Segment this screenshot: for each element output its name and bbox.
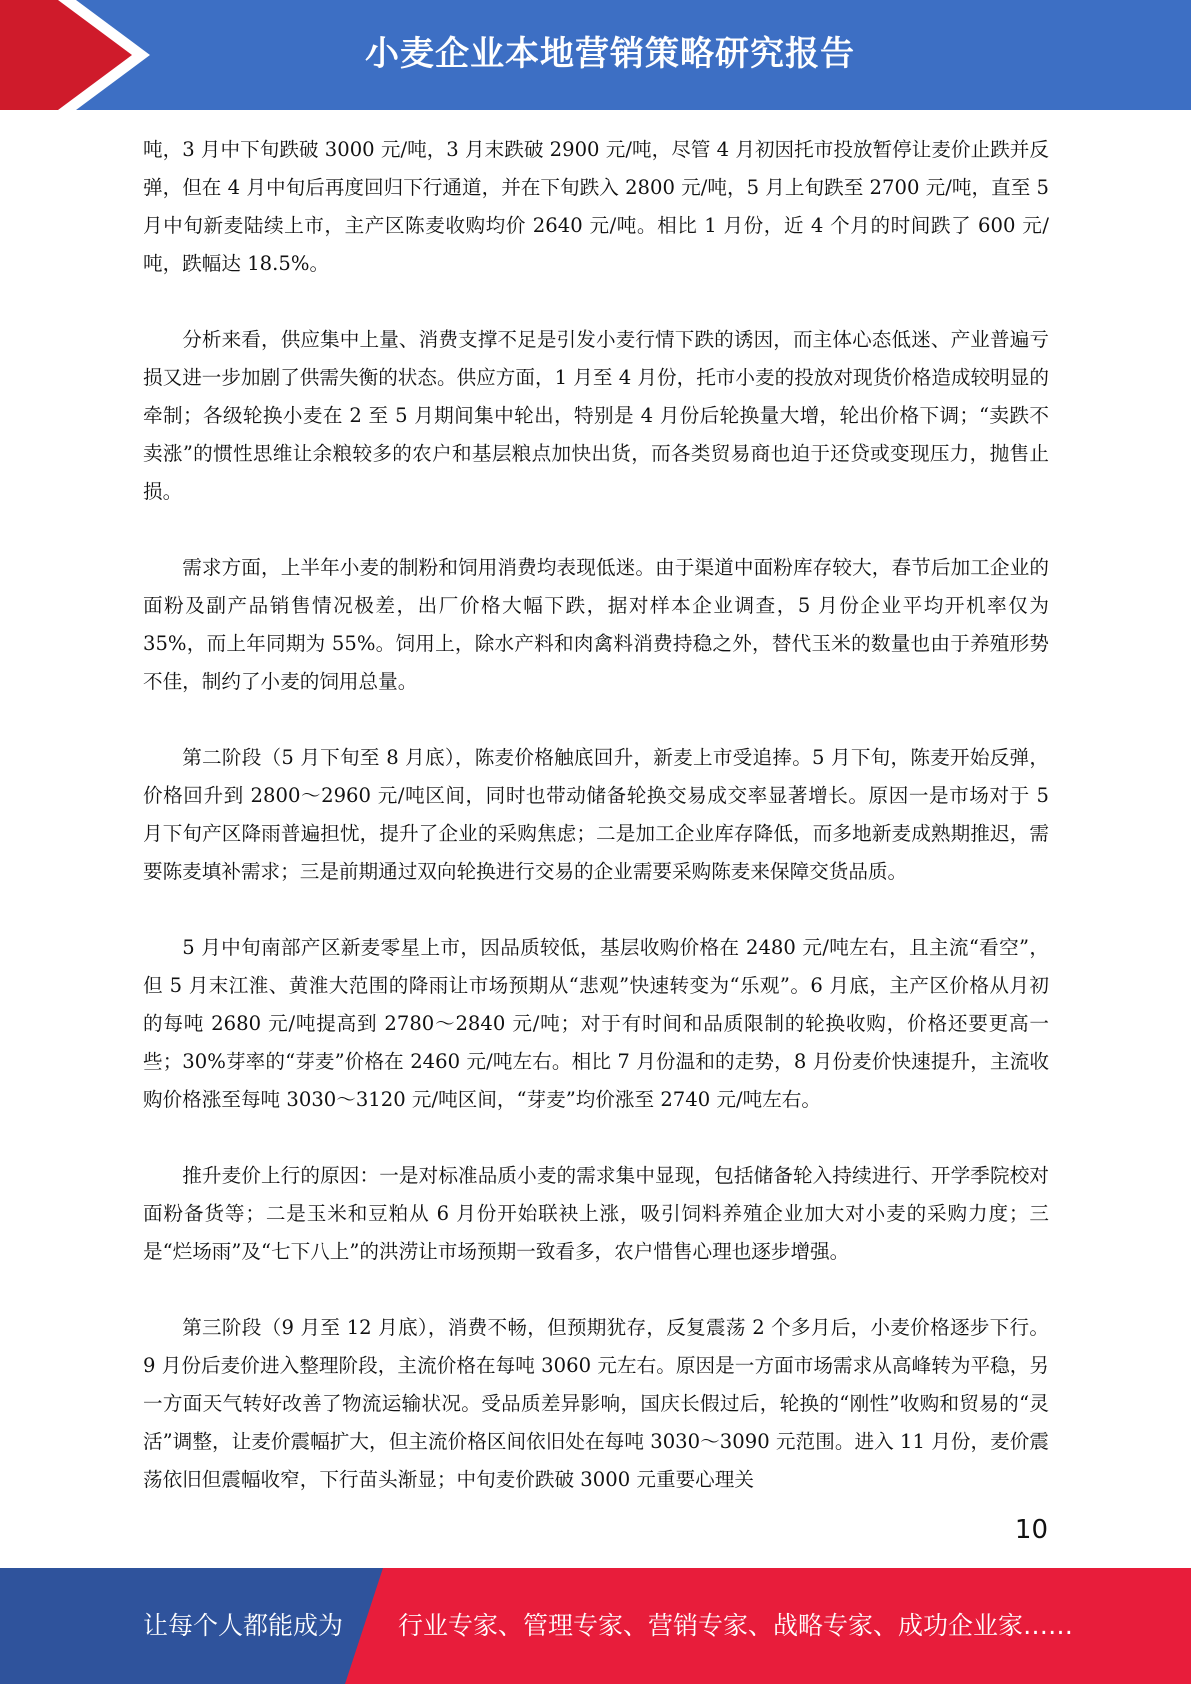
page-footer — [0, 1568, 1191, 1684]
paragraph-demand: 需求方面，上半年小麦的制粉和饲用消费均表现低迷。由于渠道中面粉库存较大，春节后加工企业的面粉及副产品销售情况极差，出厂价格大幅下跌，据对样本企业调查，5 月份企业平均开机率仅为 35%，而上年同期为 55%。饲用上，除水产料和肉禽料消费持稳之外，替代玉米的数量也由于养殖形势不佳，制约了小麦的饲用总量。 — [143, 556, 1049, 693]
report-body — [143, 131, 1049, 1537]
red-chevron-shape — [0, 0, 148, 110]
paragraph-stage-three: 第三阶段（9 月至 12 月底），消费不畅，但预期犹存，反复震荡 2 个多月后，小麦价格逐步下行。9 月份后麦价进入整理阶段，主流价格在每吨 3060 元左右。原因是一方面市场需求从高峰转为平稳，另一方面天气转好改善了物流运输状况。受品质差异影响，国庆长假过后，轮换的“刚性”收购和贸易的“灵活”调整，让麦价震幅扩大，但主流价格区间依旧处在每吨 3030～3090 元范围。进入 11 月份，麦价震荡依旧但震幅收窄，下行苗头渐显；中旬麦价跌破 3000 元重要心理关 — [143, 1316, 1049, 1491]
paragraph-stage-two: 第二阶段（5 月下旬至 8 月底），陈麦价格触底回升，新麦上市受追捧。5 月下旬，陈麦开始反弹，价格回升到 2800～2960 元/吨区间，同时也带动储备轮换交易成交率显著增长。原因一是市场对于 5 月下旬产区降雨普遍担忧，提升了企业的采购焦虑；二是加工企业库存降低，而多地新麦成熟期推迟，需要陈麦填补需求；三是前期通过双向轮换进行交易的企业需要采购陈麦来保障交货品质。 — [143, 746, 1049, 883]
footer-slogan-right: 行业专家、管理专家、营销专家、战略专家、成功企业家…… — [398, 1611, 1074, 1640]
paragraph-supply-analysis: 分析来看，供应集中上量、消费支撑不足是引发小麦行情下跌的诱因，而主体心态低迷、产业普遍亏损又进一步加剧了供需失衡的状态。供应方面，1 月至 4 月份，托市小麦的投放对现货价格造成较明显的牵制；各级轮换小麦在 2 至 5 月期间集中轮出，特别是 4 月份后轮换量大增，轮出价格下调；“卖跌不卖涨”的惯性思维让余粮较多的农户和基层粮点加快出货，而各类贸易商也迫于还贷或变现压力，抛售止损。 — [143, 328, 1049, 503]
paragraph-continued: 吨，3 月中下旬跌破 3000 元/吨，3 月末跌破 2900 元/吨，尽管 4 月初因托市投放暂停让麦价止跌并反弹，但在 4 月中旬后再度回归下行通道，并在下旬跌入 2800 元/吨，5 月上旬跌至 2700 元/吨，直至 5 月中旬新麦陆续上市，主产区陈麦收购均价 2640 元/吨。相比 1 月份，近 4 个月的时间跌了 600 元/吨，跌幅达 18.5%。 — [143, 138, 1049, 275]
paragraph-new-wheat: 5 月中旬南部产区新麦零星上市，因品质较低，基层收购价格在 2480 元/吨左右，且主流“看空”，但 5 月末江淮、黄淮大范围的降雨让市场预期从“悲观”快速转变为“乐观”。6 月底，主产区价格从月初的每吨 2680 元/吨提高到 2780～2840 元/吨；对于有时间和品质限制的轮换收购，价格还要更高一些；30%芽率的“芽麦”价格在 2460 元/吨左右。相比 7 月份温和的走势，8 月份麦价快速提升，主流收购价格涨至每吨 3030～3120 元/吨区间，“芽麦”均价涨至 2740 元/吨左右。 — [143, 936, 1049, 1111]
footer-slogan-left: 让每个人都能成为 — [143, 1611, 344, 1640]
page-header — [0, 0, 1191, 110]
report-title: 小麦企业本地营销策略研究报告 — [365, 34, 855, 74]
paragraph-price-drivers: 推升麦价上行的原因：一是对标准品质小麦的需求集中显现，包括储备轮入持续进行、开学季院校对面粉备货等；二是玉米和豆粕从 6 月份开始联袂上涨，吸引饲料养殖企业加大对小麦的采购力度；三是“烂场雨”及“七下八上”的洪涝让市场预期一致看多，农户惜售心理也逐步增强。 — [143, 1164, 1049, 1263]
page-number: 10 — [1014, 1515, 1048, 1545]
